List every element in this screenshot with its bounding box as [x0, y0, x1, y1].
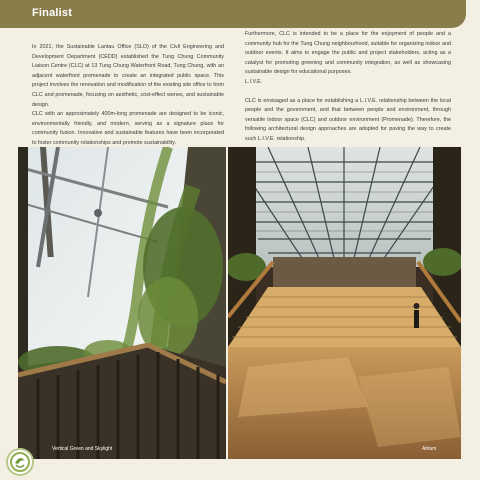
- vertical-green-photo: [18, 147, 226, 459]
- atrium-photo: [228, 147, 461, 459]
- person-figure: [414, 303, 420, 328]
- page-title: Finalist: [32, 7, 73, 19]
- right-paragraph-1: Furthermore, CLC is intended to be a place for the enjoyment of people and a community hub for the Tung Chung neighbourhood, suitable for organizing indoor and outdoor events. It aims to engage the public and project stakeholders, acting as a catalyst for promoting greening and community integration, as well as showcasing sustainable design for educational purposes.: [245, 31, 451, 76]
- atrium-illustration: [228, 147, 461, 459]
- right-text-column: [245, 30, 451, 145]
- right-paragraph-2: CLC is envisaged as a place for establishing a L.I.V.E. relationship between the local people and the government, and that between people and environment, through versatile indoor space (CLC) and outdoor environment (Promenade). Therefore, the following architectural design approaches are adopted for paving the way to create such L.I.V.E. relationship.: [245, 97, 451, 142]
- left-paragraph-2: CLC with an approximately 400m-long promenade are designed to be iconic, environmentally friendly, and modern, serving as a signature place for community fusion. Innovative and sustainable features have been incorporated to foster community relationships and promote sustainability.: [32, 111, 224, 146]
- logo-icon: [8, 450, 32, 474]
- right-subheading: L.I.V.E.: [245, 78, 263, 85]
- caption-atrium: Atrium: [422, 446, 437, 452]
- vertical-green-illustration: [18, 147, 226, 459]
- left-paragraph-1: In 2021, the Sustainable Lantau Office (SLO) of the Civil Engineering and Development Department (CEDD) established the Tung Chung Community Liaison Centre (CLC) at 13 Tung Chung Waterfront Road, Tung Chung, with an adjacent waterfront promenade to create an integrated public space. This project involves the renovation and modification of the existing site office to form CLC and promenade, focusing on aesthetic, cost-effect wenes, and sustainable design.: [32, 44, 224, 108]
- left-text-column: [32, 43, 224, 149]
- caption-vertical-green: Vertical Green and Skylight: [52, 446, 113, 452]
